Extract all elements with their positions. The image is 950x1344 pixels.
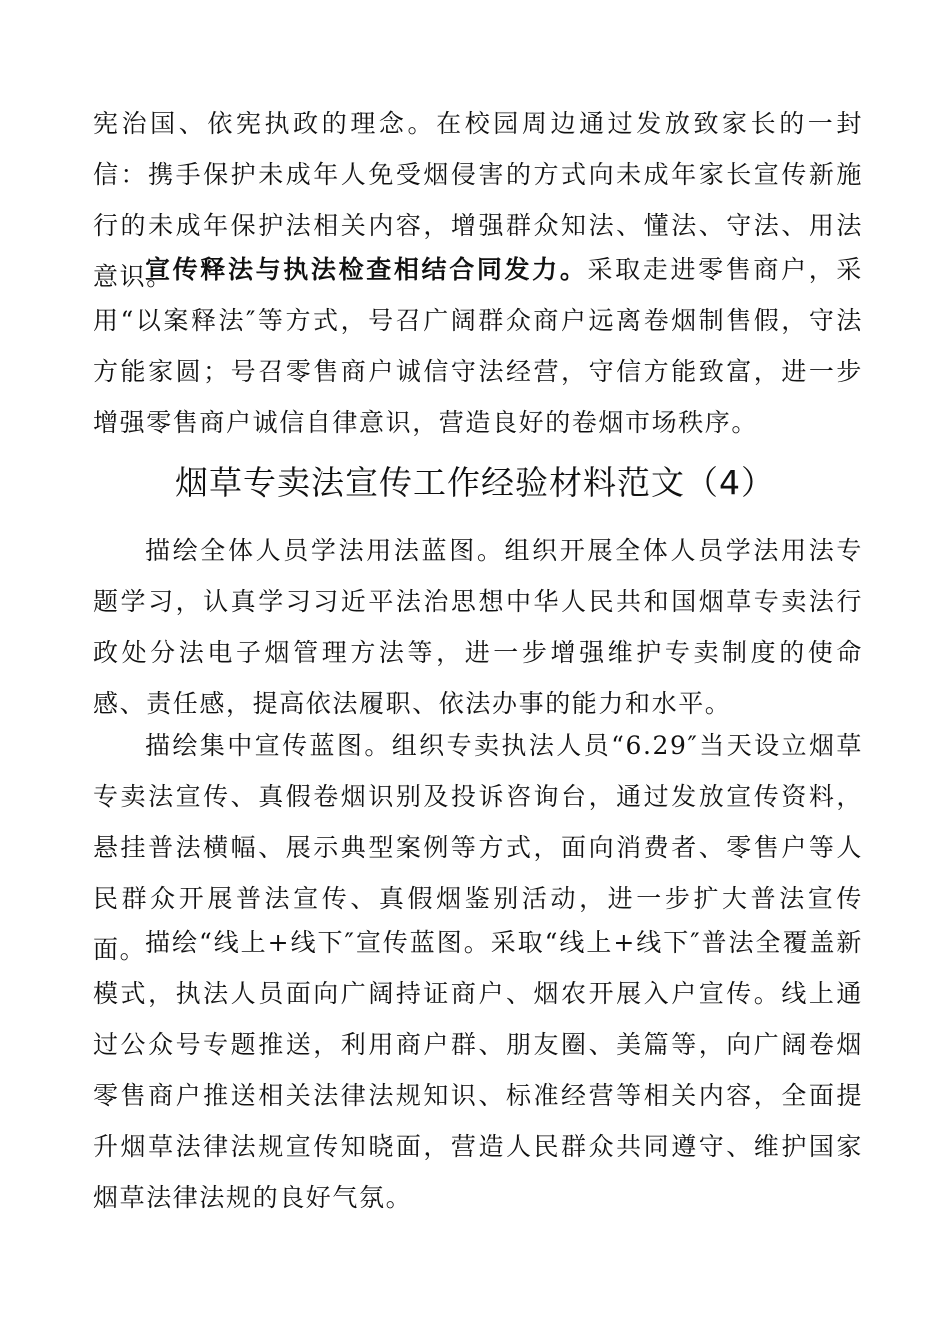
section-heading: 烟草专卖法宣传工作经验材料范文（4）: [175, 463, 775, 502]
paragraph-text: 描绘“线上+线下″宣传蓝图。采取“线上+线下″普法全覆盖新模式，执法人员面向广阔持证商户、烟农开展入户宣传。线上通过公众号专题推送，利用商户群、朋友圈、美篇等，向广阔卷烟零售商户推送相关法律法规知识、标准经营等相关内容，全面提升烟草法律法规宣传知晓面，营造人民群众共同遵守、维护国家烟草法律法规的良好气氛。: [93, 928, 863, 1212]
paragraph-online-offline-blueprint: [93, 917, 863, 1223]
paragraph-text: 描绘集中宣传蓝图。组织专卖执法人员“6.29″当天设立烟草专卖法宣传、真假卷烟识别及投诉咨询台，通过发放宣传资料，悬挂普法横幅、展示典型案例等方式，面向消费者、零售户等人民群众开展普法宣传、真假烟鉴别活动，进一步扩大普法宣传面。: [93, 731, 863, 964]
paragraph-text: 采取走进零售商户，采用“以案释法″等方式，号召广阔群众商户远离卷烟制售假，守法方能家圆；号召零售商户诚信守法经营，守信方能致富，进一步增强零售商户诚信自律意识，营造良好的卷烟市场秩序。: [93, 255, 863, 437]
paragraph-promotion: [93, 244, 863, 448]
paragraph-bold-lead: 宣传释法与执法检查相结合同发力。: [145, 255, 588, 284]
paragraph-text: 描绘全体人员学法用法蓝图。组织开展全体人员学法用法专题学习，认真学习习近平法治思想中华人民共和国烟草专卖法行政处分法电子烟管理方法等，进一步增强维护专卖制度的使命感、责任感，提高依法履职、依法办事的能力和水平。: [93, 536, 863, 718]
paragraph-text: 宪治国、依宪执政的理念。在校园周边通过发放致家长的一封信：携手保护未成年人免受烟侵害的方式向未成年家长宣传新施行的未成年保护法相关内容，增强群众知法、懂法、守法、用法意识。: [93, 109, 863, 291]
paragraph-study-blueprint: [93, 525, 863, 729]
